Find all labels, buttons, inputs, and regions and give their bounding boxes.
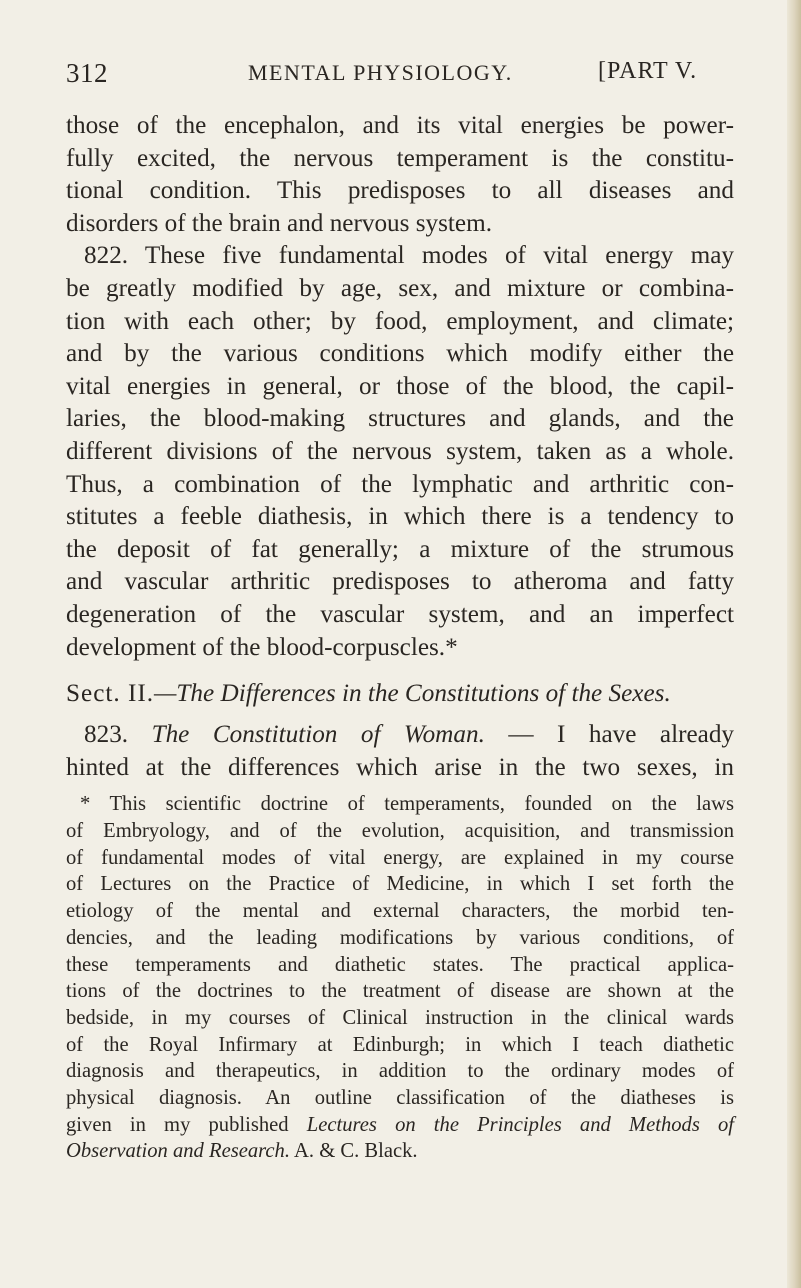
- footnote: [66, 791, 734, 1165]
- footnote-line: of Lectures on the Practice of Medicine, in which I set forth the: [66, 873, 734, 896]
- text-line: laries, the blood-making structures and glands, and the: [66, 405, 734, 433]
- paragraph-continued: [66, 110, 734, 240]
- book-title: Lectures on the Principles and Methods of: [306, 1113, 735, 1136]
- text-line: be greatly modified by age, sex, and mixture or combina-: [66, 274, 734, 302]
- section-heading: [66, 678, 734, 710]
- paragraph-823: [66, 719, 734, 784]
- footnote-line: bedside, in my courses of Clinical instruction in the clinical wards: [66, 1006, 734, 1029]
- footnote-line: of Embryology, and of the evolution, acquisition, and transmission: [66, 819, 734, 842]
- paragraph-title: The Constitution of Woman.: [151, 721, 485, 749]
- footnote-line: of fundamental modes of vital energy, are explained in my course: [66, 846, 734, 869]
- paragraph-text: — I have already: [508, 721, 735, 749]
- page-edge-shadow: [787, 0, 801, 1288]
- paragraph-822: [66, 240, 734, 664]
- section-title: —The Differences in the Constitutions of the Sexes.: [154, 680, 671, 708]
- section-label: Sect. II.: [66, 680, 155, 708]
- page-number: 312: [66, 58, 108, 88]
- part-label: [PART V.: [598, 58, 698, 84]
- text-line: stitutes a feeble diathesis, in which there is a tendency to: [66, 503, 734, 531]
- footnote-line: of the Royal Infirmary at Edinburgh; in which I teach diathetic: [66, 1033, 734, 1056]
- text-line: and vascular arthritic predisposes to atheroma and fatty: [66, 568, 734, 596]
- running-header: [66, 58, 734, 92]
- book-title-continued: Observation and Research.: [66, 1140, 291, 1163]
- footnote-line: physical diagnosis. An outline classification of the diatheses is: [66, 1087, 734, 1110]
- footnote-line: diagnosis and therapeutics, in addition to the ordinary modes of: [66, 1060, 734, 1083]
- footnote-line: these temperaments and diathetic states. The practical applica-: [66, 953, 734, 976]
- footnote-line: [66, 1138, 734, 1165]
- text-line: [66, 719, 734, 752]
- text-line: the deposit of fat generally; a mixture of the strumous: [66, 535, 734, 563]
- text-line: hinted at the differences which arise in the two sexes, in: [66, 753, 734, 781]
- text-line: different divisions of the nervous system, taken as a whole.: [66, 437, 734, 465]
- text-line: vital energies in general, or those of the blood, the capil-: [66, 372, 734, 400]
- body-text: [66, 110, 734, 1165]
- text-line: tional condition. This predisposes to all diseases and: [66, 177, 734, 205]
- text-line: degeneration of the vascular system, and an imperfect: [66, 600, 734, 628]
- text-line: tion with each other; by food, employment, and climate;: [66, 307, 734, 335]
- text-line: Thus, a combination of the lymphatic and arthritic con-: [66, 470, 734, 498]
- text-line: development of the blood-corpuscles.*: [66, 633, 458, 661]
- footnote-line: etiology of the mental and external characters, the morbid ten-: [66, 900, 734, 923]
- footnote-line: dencies, and the leading modifications by various conditions, of: [66, 926, 734, 949]
- footnote-line: [66, 1112, 734, 1139]
- paragraph-number: 823.: [84, 721, 129, 749]
- text-line: disorders of the brain and nervous system.: [66, 209, 492, 237]
- footnote-text: given in my published: [66, 1113, 289, 1136]
- footnote-line: tions of the doctrines to the treatment of disease are shown at the: [66, 980, 734, 1003]
- text-line: those of the encephalon, and its vital energies be power-: [66, 112, 734, 139]
- publisher: A. & C. Black.: [294, 1140, 418, 1163]
- running-title: MENTAL PHYSIOLOGY.: [248, 60, 513, 85]
- text-line: 822. These five fundamental modes of vital energy may: [84, 242, 734, 270]
- text-line: fully excited, the nervous temperament is the constitu-: [66, 144, 734, 172]
- text-line: and by the various conditions which modify either the: [66, 340, 734, 368]
- footnote-line: * This scientific doctrine of temperaments, founded on the laws: [80, 793, 734, 816]
